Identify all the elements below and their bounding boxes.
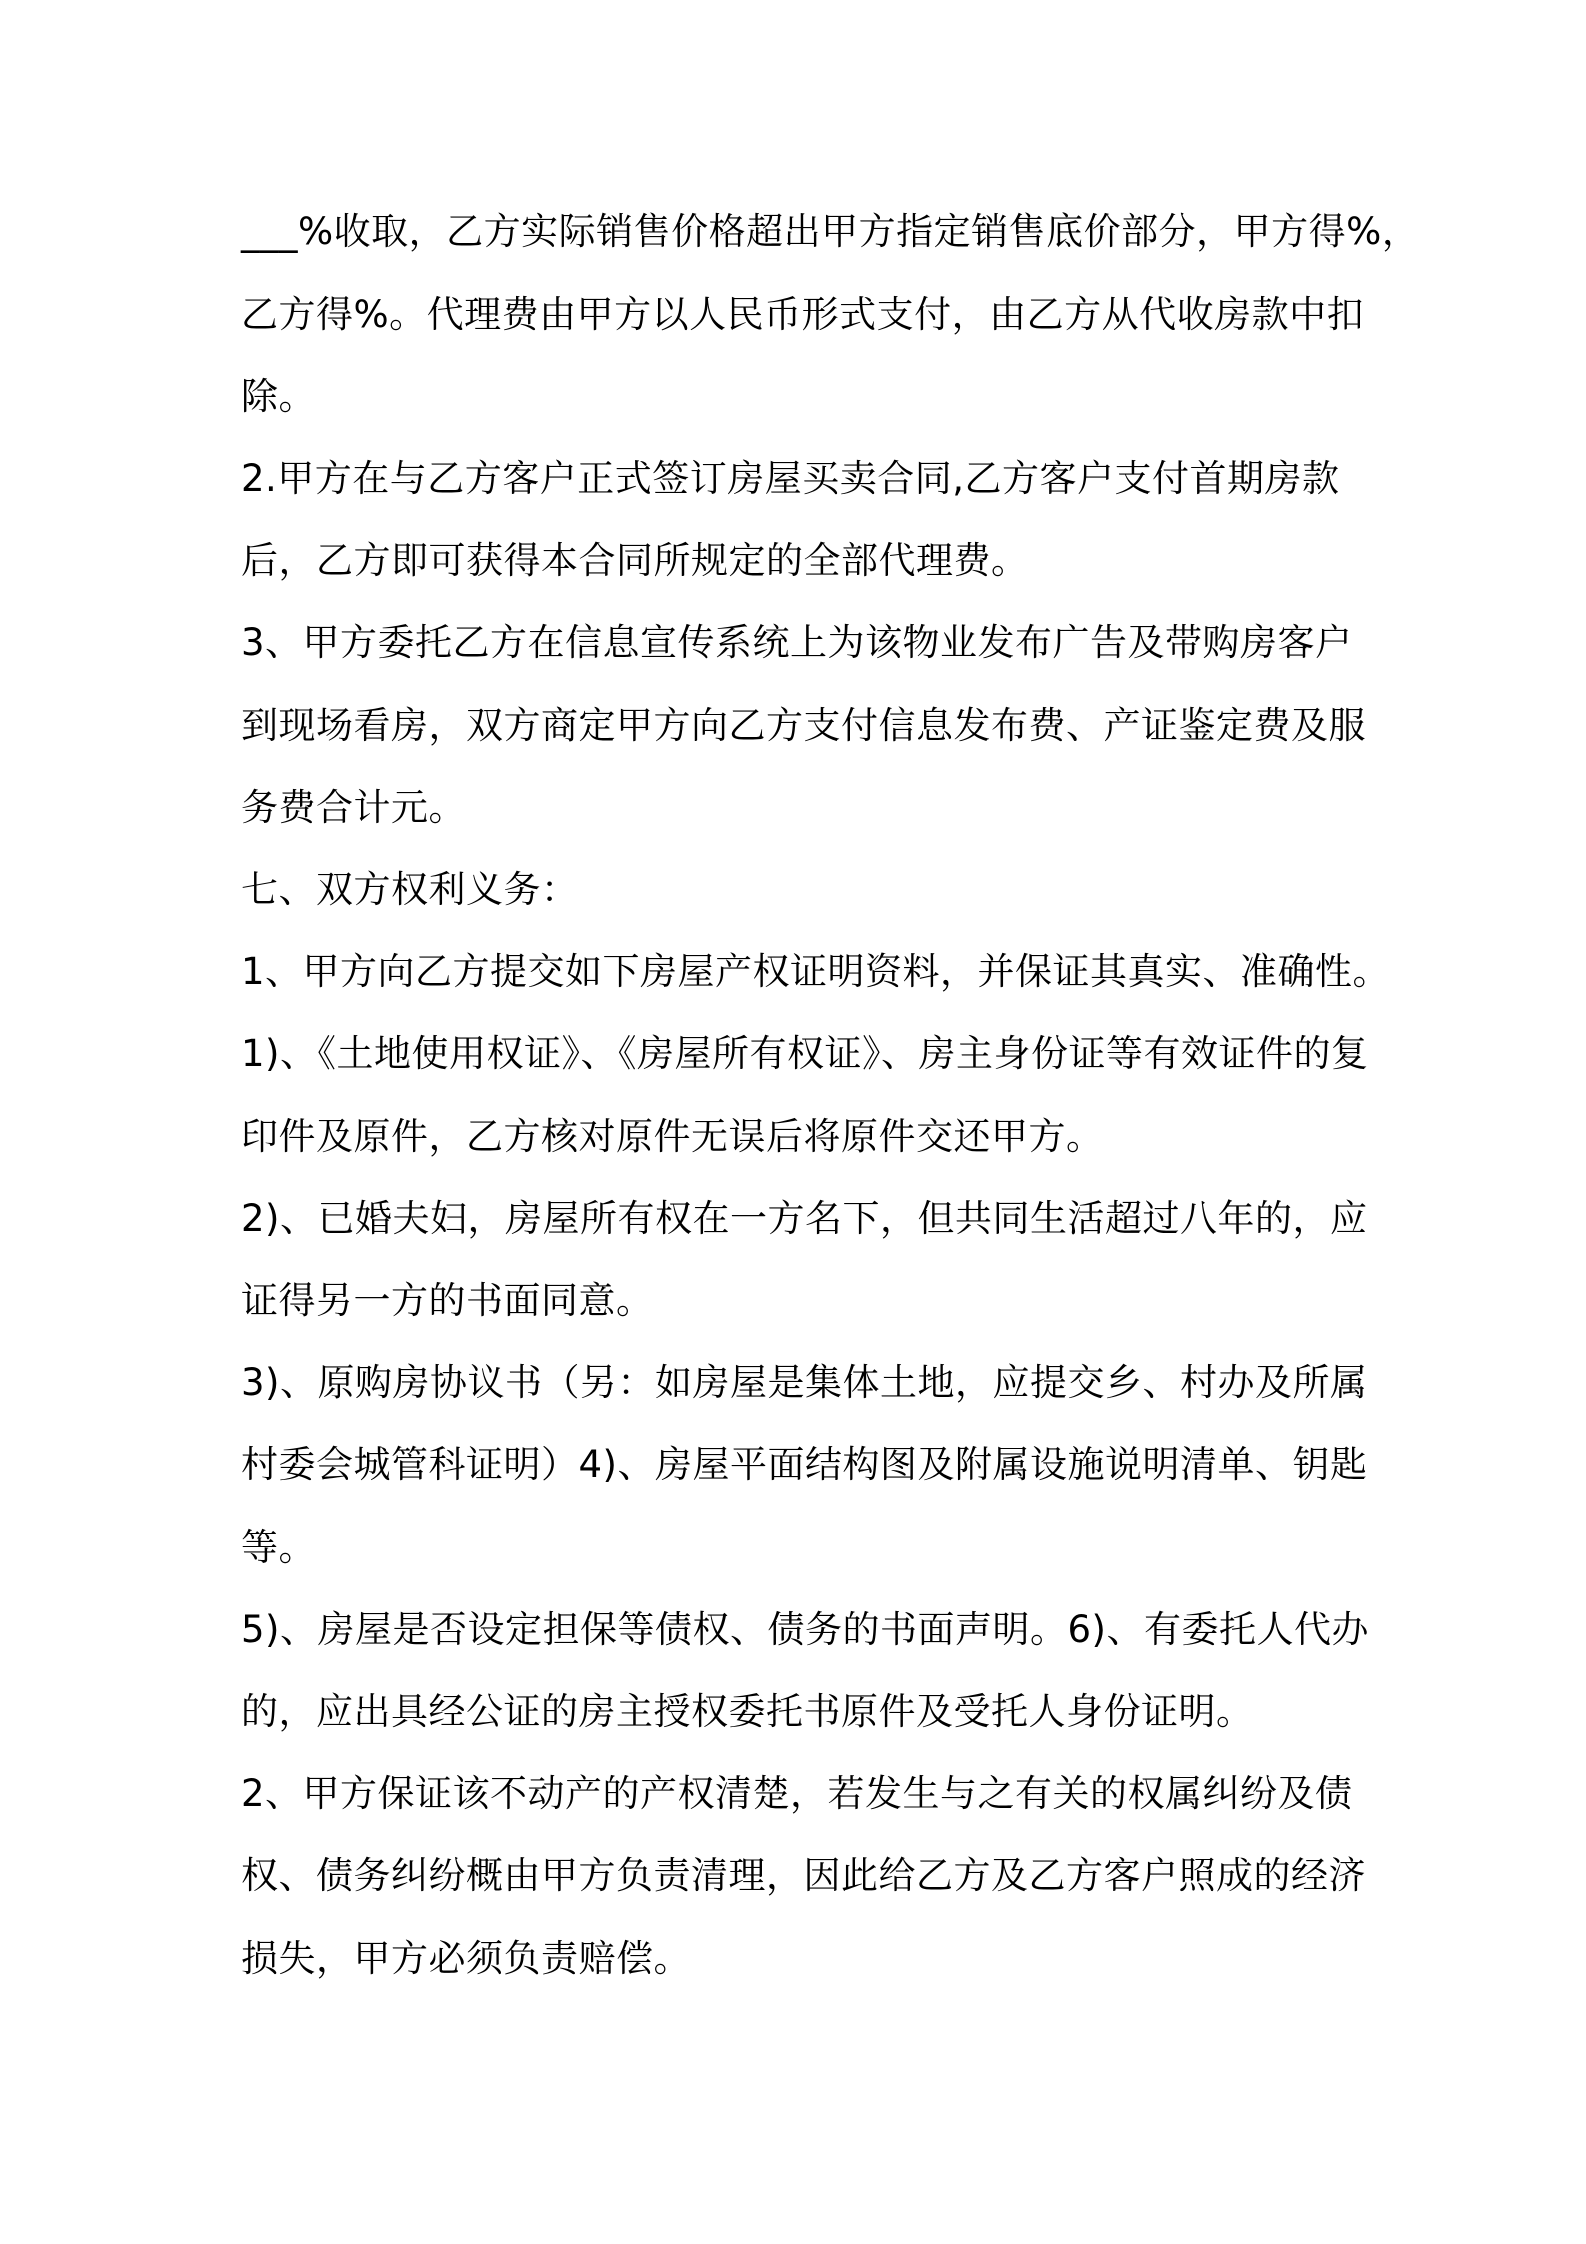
text-line: 3、甲方委托乙方在信息宣传系统上为该物业发布广告及带购房客户 — [241, 621, 1353, 664]
text-line: 的，应出具经公证的房主授权委托书原件及受托人身份证明。 — [241, 1690, 1254, 1733]
text-line: 损失，甲方必须负责赔偿。 — [241, 1937, 691, 1980]
text-line: 2、甲方保证该不动产的产权清楚，若发生与之有关的权属纠纷及债 — [241, 1772, 1353, 1815]
text-line: 务费合计元。 — [241, 786, 466, 829]
text-line: 除。 — [241, 375, 316, 418]
text-line: 后，乙方即可获得本合同所规定的全部代理费。 — [241, 539, 1029, 582]
text-line: 印件及原件，乙方核对原件无误后将原件交还甲方。 — [241, 1115, 1104, 1158]
text-line: ___%收取，乙方实际销售价格超出甲方指定销售底价部分，甲方得%， — [241, 210, 1420, 253]
text-line: 1、甲方向乙方提交如下房屋产权证明资料，并保证其真实、准确性。 — [241, 950, 1391, 993]
text-line: 1)、《土地使用权证》、《房屋所有权证》、房主身份证等有效证件的复 — [241, 1032, 1369, 1075]
text-line: 权、债务纠纷概由甲方负责清理，因此给乙方及乙方客户照成的经济 — [241, 1854, 1366, 1897]
text-line: 村委会城管科证明）4)、房屋平面结构图及附属设施说明清单、钥匙 — [241, 1443, 1368, 1486]
text-line: 5)、房屋是否设定担保等债权、债务的书面声明。6)、有委托人代办 — [241, 1608, 1369, 1651]
text-line: 2)、已婚夫妇，房屋所有权在一方名下，但共同生活超过八年的，应 — [241, 1197, 1368, 1240]
text-line: 乙方得%。代理费由甲方以人民币形式支付，由乙方从代收房款中扣 — [241, 293, 1365, 336]
text-line: 2.甲方在与乙方客户正式签订房屋买卖合同,乙方客户支付首期房款 — [241, 457, 1340, 500]
text-line: 等。 — [241, 1526, 316, 1569]
section-heading: 七、双方权利义务： — [241, 868, 579, 911]
text-line: 3)、原购房协议书（另：如房屋是集体土地，应提交乡、村办及所属 — [241, 1361, 1368, 1404]
text-line: 到现场看房，双方商定甲方向乙方支付信息发布费、产证鉴定费及服 — [241, 704, 1366, 747]
text-line: 证得另一方的书面同意。 — [241, 1279, 654, 1322]
